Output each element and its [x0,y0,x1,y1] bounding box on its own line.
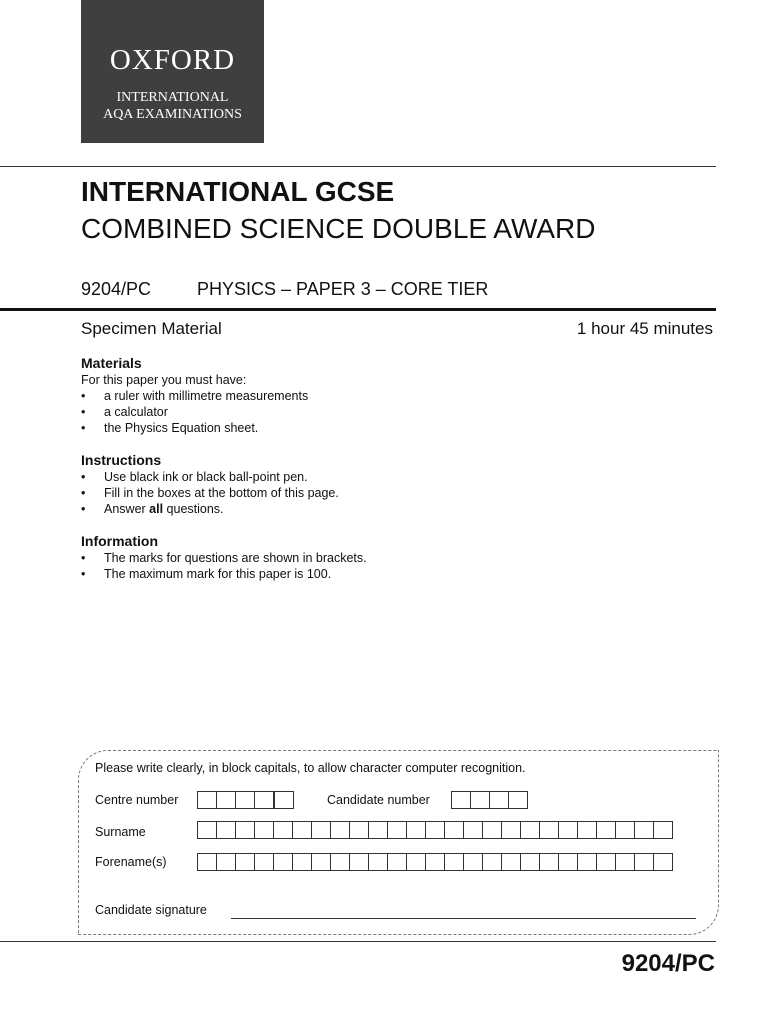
character-box[interactable] [501,821,521,839]
character-box[interactable] [615,821,635,839]
character-box[interactable] [558,821,578,839]
character-box[interactable] [216,853,236,871]
character-box[interactable] [197,853,217,871]
character-box[interactable] [349,821,369,839]
character-box[interactable] [508,791,528,809]
character-box[interactable] [482,853,502,871]
character-box[interactable] [406,853,426,871]
list-item [81,501,339,517]
candidate-details-form [78,750,719,935]
character-box[interactable] [254,821,274,839]
oxford-aqa-logo [81,0,264,143]
character-box[interactable] [489,791,509,809]
instructions-list [81,469,339,517]
character-box[interactable] [596,853,616,871]
materials-intro: For this paper you must have: [81,373,247,387]
character-box[interactable] [292,853,312,871]
centre-number-boxes[interactable] [197,791,293,809]
character-box[interactable] [273,821,293,839]
list-item: • The marks for questions are shown in brackets. [81,550,367,566]
character-box[interactable] [254,853,274,871]
character-box[interactable] [463,853,483,871]
character-box[interactable] [368,821,388,839]
character-box[interactable] [653,821,673,839]
forename-boxes[interactable] [197,853,672,871]
signature-line[interactable] [231,918,696,919]
character-box[interactable] [235,853,255,871]
character-box[interactable] [615,853,635,871]
character-box[interactable] [539,853,559,871]
list-item: • the Physics Equation sheet. [81,420,308,436]
character-box[interactable] [470,791,490,809]
answer-suffix: questions. [163,502,224,516]
candidate-number-boxes[interactable] [451,791,527,809]
duration-label: 1 hour 45 minutes [576,319,713,338]
character-box[interactable] [577,853,597,871]
answer-emphasis: all [149,502,164,516]
specimen-label: Specimen Material [81,319,222,338]
character-box[interactable] [216,821,236,839]
character-box[interactable] [311,821,331,839]
character-box[interactable] [425,821,445,839]
character-box[interactable] [254,791,274,809]
materials-list [81,388,308,436]
character-box[interactable] [274,791,294,809]
character-box[interactable] [520,853,540,871]
instructions-section [81,452,339,517]
subject-title: COMBINED SCIENCE DOUBLE AWARD [81,213,596,244]
surname-boxes[interactable] [197,821,672,839]
character-box[interactable] [501,853,521,871]
character-box[interactable] [292,821,312,839]
logo-brand: OXFORD [109,44,236,76]
character-box[interactable] [273,853,293,871]
character-box[interactable] [368,853,388,871]
information-section [81,533,367,582]
character-box[interactable] [451,791,471,809]
qualification-title: INTERNATIONAL GCSE [81,176,395,207]
header-divider [0,308,716,311]
character-box[interactable] [406,821,426,839]
list-item: • Use black ink or black ball-point pen. [81,469,339,485]
list-item: • a ruler with millimetre measurements [81,388,308,404]
character-box[interactable] [482,821,502,839]
logo-line-2: AQA EXAMINATIONS [103,107,242,122]
form-intro: Please write clearly, in block capitals, to allow character computer recognition. [95,761,526,775]
answer-prefix: Answer [104,502,150,516]
logo-line-1: INTERNATIONAL [116,90,229,105]
centre-number-label: Centre number [95,793,179,807]
signature-label: Candidate signature [95,903,207,917]
list-item: • a calculator [81,404,308,420]
character-box[interactable] [216,791,236,809]
character-box[interactable] [653,853,673,871]
footer-divider [0,941,716,942]
instructions-heading: Instructions [81,452,162,468]
character-box[interactable] [387,821,407,839]
character-box[interactable] [634,853,654,871]
character-box[interactable] [349,853,369,871]
character-box[interactable] [596,821,616,839]
character-box[interactable] [235,791,255,809]
paper-title: PHYSICS – PAPER 3 – CORE TIER [197,279,489,299]
materials-section [81,355,308,436]
top-divider [0,166,716,167]
character-box[interactable] [387,853,407,871]
list-item: • Fill in the boxes at the bottom of this page. [81,485,339,501]
information-list [81,550,367,582]
character-box[interactable] [444,821,464,839]
candidate-number-label: Candidate number [327,793,430,807]
character-box[interactable] [539,821,559,839]
character-box[interactable] [330,821,350,839]
character-box[interactable] [444,853,464,871]
character-box[interactable] [558,853,578,871]
character-box[interactable] [311,853,331,871]
character-box[interactable] [197,791,217,809]
character-box[interactable] [463,821,483,839]
character-box[interactable] [520,821,540,839]
information-heading: Information [81,533,158,549]
character-box[interactable] [235,821,255,839]
character-box[interactable] [577,821,597,839]
paper-code: 9204/PC [81,279,152,299]
character-box[interactable] [425,853,445,871]
character-box[interactable] [634,821,654,839]
surname-label: Surname [95,825,146,839]
character-box[interactable] [197,821,217,839]
materials-heading: Materials [81,355,142,371]
forename-label: Forename(s) [95,855,167,869]
list-item: • The maximum mark for this paper is 100. [81,566,367,582]
character-box[interactable] [330,853,350,871]
footer-paper-code: 9204/PC [621,950,715,977]
